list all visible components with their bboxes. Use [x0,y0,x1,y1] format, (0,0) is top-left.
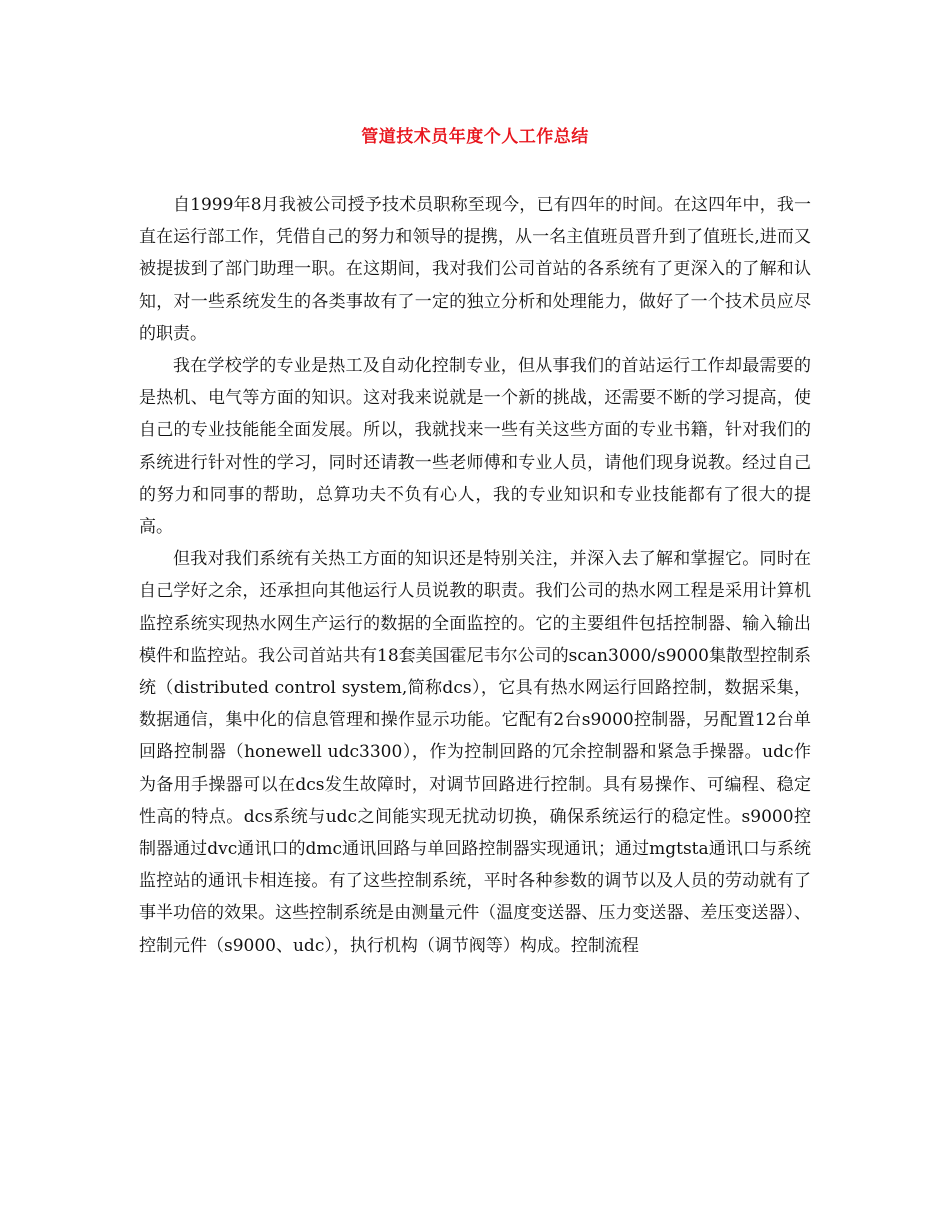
paragraph-2: 我在学校学的专业是热工及自动化控制专业，但从事我们的首站运行工作却最需要的是热机、电气等方面的知识。这对我来说就是一个新的挑战，还需要不断的学习提高，使自己的专业技能能全面发展。所以，我就找来一些有关这些方面的专业书籍，针对我们的系统进行针对性的学习，同时还请教一些老师傅和专业人员，请他们现身说教。经过自己的努力和同事的帮助，总算功夫不负有心人，我的专业知识和专业技能都有了很大的提高。 [139,356,811,538]
paragraph-3: 但我对我们系统有关热工方面的知识还是特别关注，并深入去了解和掌握它。同时在自己学好之余，还承担向其他运行人员说教的职责。我们公司的热水网工程是采用计算机监控系统实现热水网生产运行的数据的全面监控的。它的主要组件包括控制器、输入输出模件和监控站。我公司首站共有18套美国霍尼韦尔公司的scan3000/s9000集散型控制系统（distributed control system,简称dcs），它具有热水网运行回路控制，数据采集，数据通信，集中化的信息管理和操作显示功能。它配有2台s9000控制器，另配置12台单回路控制器（honewell udc3300），作为控制回路的冗余控制器和紧急手操器。udc作为备用手操器可以在dcs发生故障时，对调节回路进行控制。具有易操作、可编程、稳定性高的特点。dcs系统与udc之间能实现无扰动切换，确保系统运行的稳定性。s9000控制器通过dvc通讯口的dmc通讯回路与单回路控制器实现通讯；通过mgtsta通讯口与系统监控站的通讯卡相连接。有了这些控制系统，平时各种参数的调节以及人员的劳动就有了事半功倍的效果。这些控制系统是由测量元件（温度变送器、压力变送器、差压变送器）、控制元件（s9000、udc），执行机构（调节阀等）构成。控制流程 [139,549,811,956]
paragraph-1: 自1999年8月我被公司授予技术员职称至现今，已有四年的时间。在这四年中，我一直在运行部工作，凭借自己的努力和领导的提携，从一名主值班员晋升到了值班长,进而又被提拔到了部门助理一职。在这期间，我对我们公司首站的各系统有了更深入的了解和认知，对一些系统发生的各类事故有了一定的独立分析和处理能力，做好了一个技术员应尽的职责。 [139,195,811,344]
document-title: 管道技术员年度个人工作总结 [361,127,589,147]
document-body [139,189,811,962]
